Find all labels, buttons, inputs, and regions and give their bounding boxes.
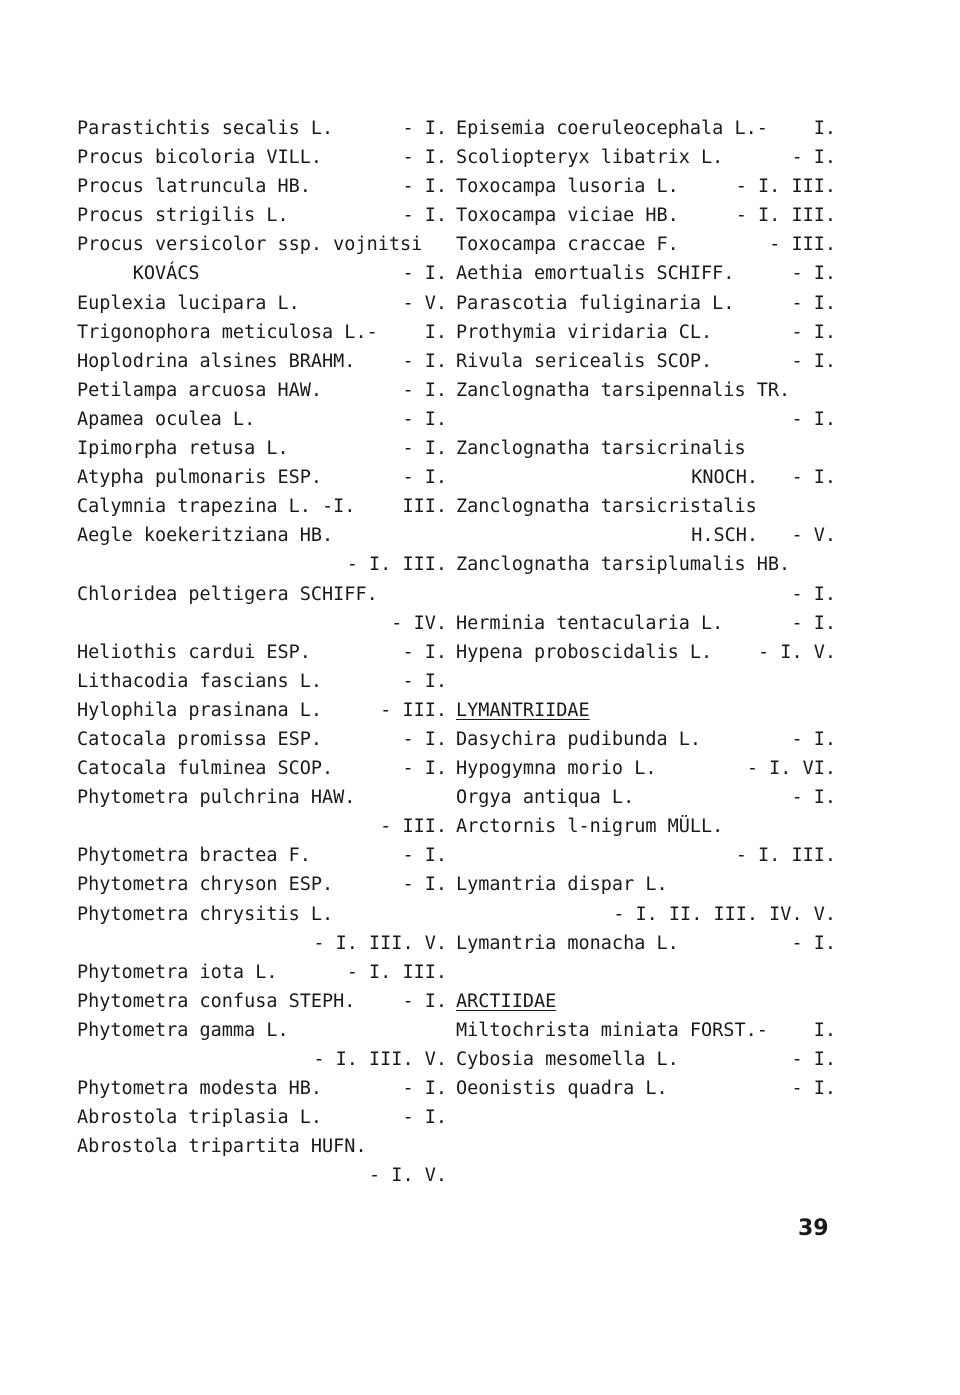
- species-entry: [456, 492, 836, 521]
- locality-codes: - I.: [791, 612, 836, 634]
- species-entry-continuation: [456, 405, 836, 434]
- species-entry: [456, 754, 836, 783]
- locality-codes: - I.: [402, 467, 447, 489]
- locality-codes: - IV.: [391, 612, 447, 634]
- section-heading: [456, 987, 836, 1016]
- species-entry: [77, 1132, 447, 1161]
- locality-codes: - I.: [402, 1078, 447, 1100]
- species-name: Rivula sericealis SCOP.: [456, 350, 713, 372]
- species-name: Phytometra gamma L.: [77, 1019, 289, 1041]
- locality-codes: I.: [424, 321, 447, 343]
- species-entry: [77, 987, 447, 1016]
- species-entry: [456, 172, 836, 201]
- species-entry: [456, 550, 836, 579]
- species-entry: [77, 259, 447, 288]
- locality-codes: - I.: [791, 932, 836, 954]
- species-entry: [456, 201, 836, 230]
- species-name: Toxocampa lusoria L.: [456, 176, 679, 198]
- species-name: Zanclognatha tarsicristalis: [456, 496, 757, 518]
- species-entry: [456, 812, 836, 841]
- species-entry-continuation: [456, 841, 836, 870]
- species-entry: [456, 347, 836, 376]
- species-entry: [77, 1103, 447, 1132]
- species-entry-continuation: [77, 812, 447, 841]
- species-entry: [456, 376, 836, 405]
- species-entry: [77, 172, 447, 201]
- species-name: Phytometra pulchrina HAW.: [77, 787, 356, 809]
- locality-codes: - I. III.: [735, 205, 836, 227]
- locality-codes: - III.: [380, 816, 447, 838]
- locality-codes: - I.: [791, 1049, 836, 1070]
- species-name: Miltochrista miniata FORST.-: [456, 1019, 768, 1041]
- locality-codes: - I. III.: [346, 554, 447, 576]
- species-name: Zanclognatha tarsiplumalis HB.: [456, 554, 791, 576]
- species-name: Abrostola tripartita HUFN.: [77, 1136, 367, 1158]
- locality-codes: - I.: [402, 874, 447, 896]
- left-species-column: [77, 114, 447, 1190]
- species-entry: [77, 521, 447, 550]
- locality-codes: - I. III.: [346, 961, 447, 983]
- species-entry: [456, 1045, 836, 1074]
- species-entry: [456, 289, 836, 318]
- species-name: Procus latruncula HB.: [77, 176, 311, 198]
- species-name: Phytometra iota L.: [77, 961, 278, 983]
- locality-codes: III.: [402, 496, 447, 518]
- species-name: Hypena proboscidalis L.: [456, 641, 713, 663]
- species-entry: [77, 434, 447, 463]
- species-entry: [456, 609, 836, 638]
- blank-line: [456, 667, 836, 696]
- species-name: Prothymia viridaria CL.: [456, 321, 713, 343]
- species-entry: [456, 929, 836, 958]
- species-entry: [456, 434, 836, 463]
- locality-codes: H.SCH. - V.: [691, 525, 836, 547]
- species-entry: [77, 667, 447, 696]
- species-name: Aegle koekeritziana HB.: [77, 525, 334, 547]
- section-heading-label: ARCTIIDAE: [456, 990, 557, 1012]
- locality-codes: - I.: [791, 583, 836, 605]
- species-name: Phytometra chryson ESP.: [77, 874, 334, 896]
- locality-codes: - I. V.: [369, 1165, 447, 1187]
- species-entry: [77, 900, 447, 929]
- species-name: Phytometra modesta HB.: [77, 1078, 323, 1100]
- species-entry: [456, 1074, 836, 1103]
- locality-codes: - I.: [402, 845, 447, 867]
- section-heading-label: LYMANTRIIDAE: [456, 699, 590, 721]
- species-entry: [456, 783, 836, 812]
- section-heading: [456, 696, 836, 725]
- species-name: Zanclognatha tarsipennalis TR.: [456, 379, 791, 401]
- species-entry: [77, 754, 447, 783]
- locality-codes: - I.: [791, 321, 836, 343]
- species-name: Trigonophora meticulosa L.-: [77, 321, 378, 343]
- species-entry-continuation: [456, 463, 836, 492]
- species-entry: [77, 405, 447, 434]
- species-name: Procus versicolor ssp. vojnitsi: [77, 234, 423, 256]
- species-entry-continuation: [456, 521, 836, 550]
- locality-codes: - I.: [791, 147, 836, 169]
- species-name: Dasychira pudibunda L.: [456, 728, 702, 750]
- species-name: Cybosia mesomella L.: [456, 1049, 679, 1070]
- species-name: Oeonistis quadra L.: [456, 1078, 668, 1100]
- species-entry-continuation: [77, 1045, 447, 1074]
- species-entry: [77, 289, 447, 318]
- species-name: Atypha pulmonaris ESP.: [77, 467, 323, 489]
- species-entry: [77, 958, 447, 987]
- locality-codes: - I. III. V.: [313, 932, 447, 954]
- locality-codes: - I.: [791, 263, 836, 285]
- locality-codes: - I.: [402, 350, 447, 372]
- locality-codes: - I. II. III. IV. V.: [613, 903, 836, 925]
- locality-codes: - I.: [402, 990, 447, 1012]
- species-name: Arctornis l-nigrum MÜLL.: [456, 816, 724, 838]
- species-entry: [77, 143, 447, 172]
- locality-codes: - I. III. V.: [313, 1049, 447, 1070]
- species-entry: [456, 259, 836, 288]
- species-entry-continuation: [77, 609, 447, 638]
- species-name: Lymantria monacha L.: [456, 932, 679, 954]
- species-name: Euplexia lucipara L.: [77, 292, 300, 314]
- species-name: Scoliopteryx libatrix L.: [456, 147, 724, 169]
- species-name: Phytometra bractea F.: [77, 845, 311, 867]
- species-entry: [77, 638, 447, 667]
- locality-codes: - I.: [791, 350, 836, 372]
- species-entry-continuation: [77, 550, 447, 579]
- species-name: Phytometra confusa STEPH.: [77, 990, 356, 1012]
- species-name: Ipimorpha retusa L.: [77, 438, 289, 460]
- species-name: KOVÁCS: [77, 263, 200, 285]
- species-entry: [77, 870, 447, 899]
- species-entry: [456, 870, 836, 899]
- locality-codes: - I.: [402, 408, 447, 430]
- species-name: Lithacodia fascians L.: [77, 670, 323, 692]
- species-entry: [77, 463, 447, 492]
- species-name: Lymantria dispar L.: [456, 874, 668, 896]
- locality-codes: - III.: [380, 699, 447, 721]
- species-entry: [77, 376, 447, 405]
- species-entry: [77, 783, 447, 812]
- species-name: Abrostola triplasia L.: [77, 1107, 323, 1129]
- species-entry-continuation: [456, 900, 836, 929]
- locality-codes: - I.: [402, 670, 447, 692]
- locality-codes: I.: [813, 118, 836, 139]
- species-name: Parastichtis secalis L.: [77, 118, 334, 139]
- locality-codes: - I.: [791, 728, 836, 750]
- species-entry-continuation: [77, 929, 447, 958]
- species-entry: [77, 1016, 447, 1045]
- species-entry: [456, 1016, 836, 1045]
- locality-codes: - I. III.: [735, 845, 836, 867]
- species-entry: [77, 1074, 447, 1103]
- locality-codes: - I.: [791, 292, 836, 314]
- species-entry: [456, 318, 836, 347]
- locality-codes: - I.: [791, 1078, 836, 1100]
- species-entry: [77, 318, 447, 347]
- locality-codes: - I.: [402, 438, 447, 460]
- species-name: Herminia tentacularia L.: [456, 612, 724, 634]
- species-name: Procus bicoloria VILL.: [77, 147, 323, 169]
- species-entry: [77, 201, 447, 230]
- species-name: Toxocampa craccae F.: [456, 234, 679, 256]
- species-name: Petilampa arcuosa HAW.: [77, 379, 323, 401]
- locality-codes: - I. V.: [758, 641, 836, 663]
- locality-codes: - I.: [402, 205, 447, 227]
- species-entry-continuation: [77, 1161, 447, 1190]
- species-entry: [77, 725, 447, 754]
- species-entry: [456, 230, 836, 259]
- species-name: Aethia emortualis SCHIFF.: [456, 263, 735, 285]
- species-name: Apamea oculea L.: [77, 408, 256, 430]
- species-entry: [77, 492, 447, 521]
- species-entry: [456, 143, 836, 172]
- species-entry-continuation: [456, 580, 836, 609]
- species-name: Hoplodrina alsines BRAHM.: [77, 350, 356, 372]
- species-entry: [456, 725, 836, 754]
- species-entry: [77, 580, 447, 609]
- species-entry: [456, 638, 836, 667]
- species-name: Catocala promissa ESP.: [77, 728, 323, 750]
- species-name: Chloridea peltigera SCHIFF.: [77, 583, 378, 605]
- species-entry: [456, 114, 836, 143]
- locality-codes: - I. VI.: [746, 758, 836, 780]
- species-name: Toxocampa viciae HB.: [456, 205, 679, 227]
- locality-codes: I.: [813, 1019, 836, 1041]
- species-entry: [77, 230, 447, 259]
- page-number: 39: [798, 1216, 829, 1241]
- species-name: Phytometra chrysitis L.: [77, 903, 334, 925]
- locality-codes: - III.: [769, 234, 836, 256]
- locality-codes: - I.: [791, 787, 836, 809]
- locality-codes: - I.: [402, 1107, 447, 1129]
- blank-line: [456, 958, 836, 987]
- locality-codes: - I.: [791, 408, 836, 430]
- species-entry: [77, 696, 447, 725]
- right-species-column: [456, 114, 836, 1103]
- locality-codes: - V.: [402, 292, 447, 314]
- species-name: Hypogymna morio L.: [456, 758, 657, 780]
- species-name: Orgya antiqua L.: [456, 787, 635, 809]
- species-name: Zanclognatha tarsicrinalis: [456, 438, 746, 460]
- locality-codes: - I.: [402, 728, 447, 750]
- species-entry: [77, 347, 447, 376]
- locality-codes: - I.: [402, 379, 447, 401]
- locality-codes: - I.: [402, 118, 447, 139]
- locality-codes: - I.: [402, 176, 447, 198]
- locality-codes: - I.: [402, 641, 447, 663]
- species-name: Hylophila prasinana L.: [77, 699, 323, 721]
- locality-codes: - I.: [402, 758, 447, 780]
- species-entry: [77, 841, 447, 870]
- species-name: Catocala fulminea SCOP.: [77, 758, 334, 780]
- species-name: Calymnia trapezina L. -I.: [77, 496, 356, 518]
- species-name: Procus strigilis L.: [77, 205, 289, 227]
- locality-codes: - I.: [402, 263, 447, 285]
- locality-codes: - I.: [402, 147, 447, 169]
- species-name: Parascotia fuliginaria L.: [456, 292, 735, 314]
- species-entry: [77, 114, 447, 143]
- species-name: Heliothis cardui ESP.: [77, 641, 311, 663]
- locality-codes: KNOCH. - I.: [691, 467, 836, 489]
- species-name: Episemia coeruleocephala L.-: [456, 118, 768, 139]
- locality-codes: - I. III.: [735, 176, 836, 198]
